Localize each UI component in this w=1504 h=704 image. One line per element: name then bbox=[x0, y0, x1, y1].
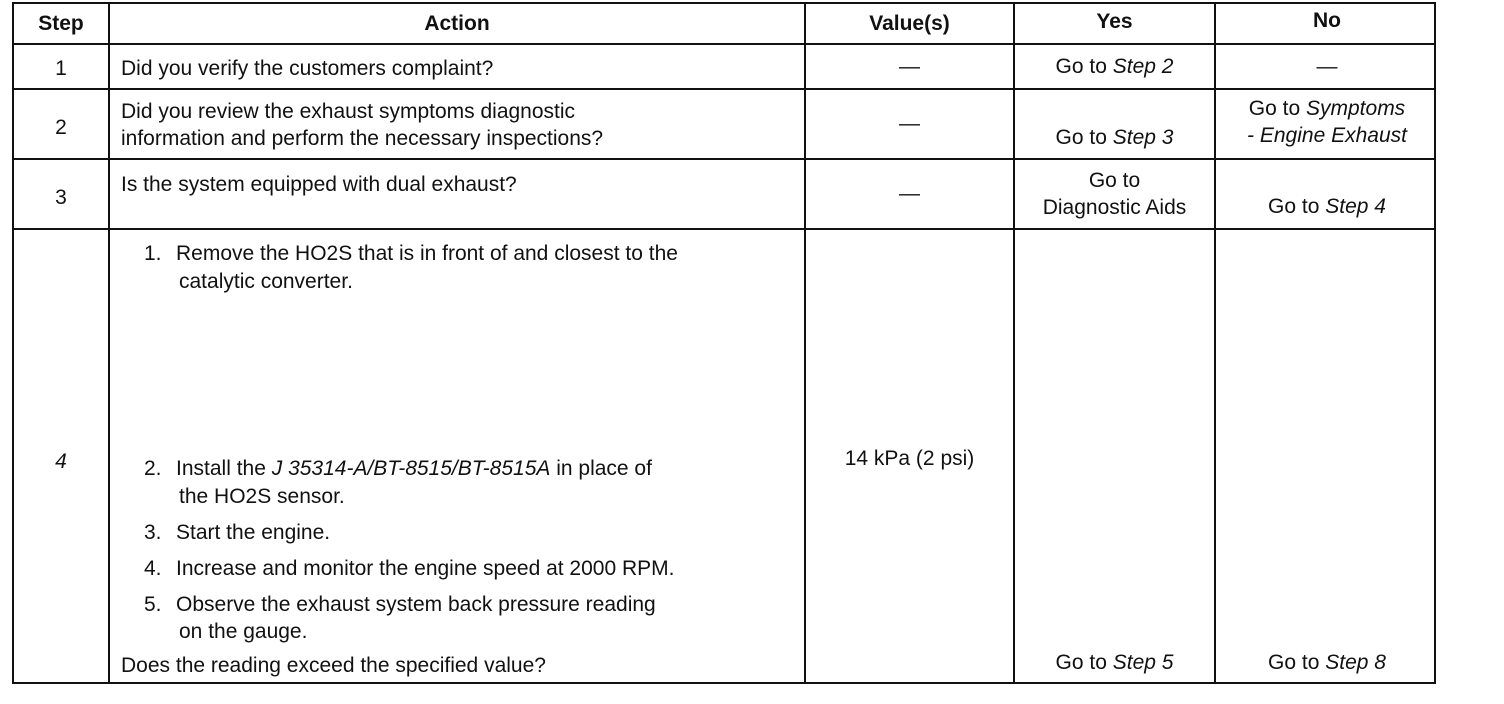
substep-3 bbox=[144, 519, 330, 546]
step-number: 4 bbox=[55, 450, 67, 473]
header-yes: Yes bbox=[1096, 10, 1133, 33]
no-cell-line2 bbox=[1216, 122, 1438, 149]
substep-1-line2 bbox=[144, 268, 353, 295]
header-step: Step bbox=[38, 12, 84, 35]
tool-name: J 35314-A/BT-8515/BT-8515A bbox=[271, 457, 551, 480]
row-divider bbox=[14, 88, 1434, 90]
row-divider bbox=[14, 43, 1434, 45]
no-cell bbox=[1216, 95, 1438, 122]
header-action: Action bbox=[424, 12, 490, 35]
substep-text: Install the bbox=[176, 457, 272, 480]
header-no: No bbox=[1313, 9, 1341, 32]
column-divider bbox=[1013, 4, 1015, 682]
substep-text: Observe the exhaust system back pressure reading bbox=[176, 593, 656, 616]
go-to-text: Go to bbox=[1248, 97, 1306, 120]
step-link[interactable]: Step 8 bbox=[1325, 651, 1386, 674]
substep-2-line2 bbox=[144, 483, 345, 510]
step-link[interactable]: Step 4 bbox=[1325, 195, 1386, 218]
go-to-text: Go to bbox=[1055, 651, 1113, 674]
step-number: 2 bbox=[55, 116, 67, 139]
header-values: Value(s) bbox=[869, 12, 950, 35]
go-to-text: Go to bbox=[1268, 195, 1326, 218]
value-cell: — bbox=[899, 55, 920, 78]
diagnostic-aids-link[interactable]: Diagnostic Aids bbox=[1042, 196, 1187, 219]
step-number: 1 bbox=[55, 57, 67, 80]
engine-exhaust-link[interactable]: - Engine Exhaust bbox=[1247, 124, 1407, 147]
substep-2 bbox=[144, 455, 652, 482]
substep-1 bbox=[144, 240, 678, 267]
yes-cell bbox=[1015, 53, 1214, 80]
column-divider bbox=[108, 4, 110, 682]
no-cell: — bbox=[1316, 55, 1338, 78]
action-text-line: Did you review the exhaust symptoms diagnostic bbox=[121, 100, 576, 123]
substep-text: Start the engine. bbox=[176, 521, 331, 544]
substep-text: on the gauge. bbox=[179, 620, 308, 643]
go-to-text: Go to bbox=[1268, 651, 1326, 674]
symptoms-link[interactable]: Symptoms bbox=[1306, 97, 1406, 120]
step-number: 3 bbox=[55, 186, 67, 209]
substep-text: Increase and monitor the engine speed at 2000 RPM. bbox=[176, 557, 675, 580]
substep-number: 3. bbox=[144, 521, 162, 544]
substep-text: in place of bbox=[550, 457, 652, 480]
no-cell bbox=[1216, 193, 1438, 220]
yes-cell-line1: Go to bbox=[1088, 169, 1141, 192]
substep-text: the HO2S sensor. bbox=[179, 485, 345, 508]
value-cell: — bbox=[899, 112, 920, 135]
go-to-text: Go to bbox=[1055, 55, 1113, 78]
substep-number: 2. bbox=[144, 457, 162, 480]
column-divider bbox=[804, 4, 806, 682]
yes-cell bbox=[1015, 124, 1214, 151]
diagnostic-table bbox=[12, 2, 1436, 684]
value-cell: 14 kPa (2 psi) bbox=[844, 447, 975, 470]
substep-text: Remove the HO2S that is in front of and closest to the bbox=[176, 242, 678, 265]
substep-5 bbox=[144, 591, 656, 618]
substep-4 bbox=[144, 555, 674, 582]
substep-number: 4. bbox=[144, 557, 162, 580]
value-cell: — bbox=[899, 182, 920, 205]
step-link[interactable]: Step 2 bbox=[1112, 55, 1174, 78]
substep-number: 1. bbox=[144, 242, 162, 265]
substep-5-line2 bbox=[144, 618, 307, 645]
action-text: Did you verify the customers complaint? bbox=[121, 57, 494, 80]
substep-text: catalytic converter. bbox=[179, 270, 353, 293]
row-divider bbox=[14, 158, 1434, 160]
substep-number: 5. bbox=[144, 593, 162, 616]
row-divider bbox=[14, 228, 1434, 230]
go-to-text: Go to bbox=[1055, 126, 1113, 149]
action-text: Is the system equipped with dual exhaust? bbox=[121, 173, 517, 196]
step-link[interactable]: Step 3 bbox=[1112, 126, 1174, 149]
action-text-line: information and perform the necessary inspections? bbox=[121, 127, 604, 150]
no-cell bbox=[1216, 649, 1438, 676]
yes-cell bbox=[1015, 649, 1214, 676]
question-text: Does the reading exceed the specified value? bbox=[121, 654, 546, 677]
step-link[interactable]: Step 5 bbox=[1112, 651, 1174, 674]
